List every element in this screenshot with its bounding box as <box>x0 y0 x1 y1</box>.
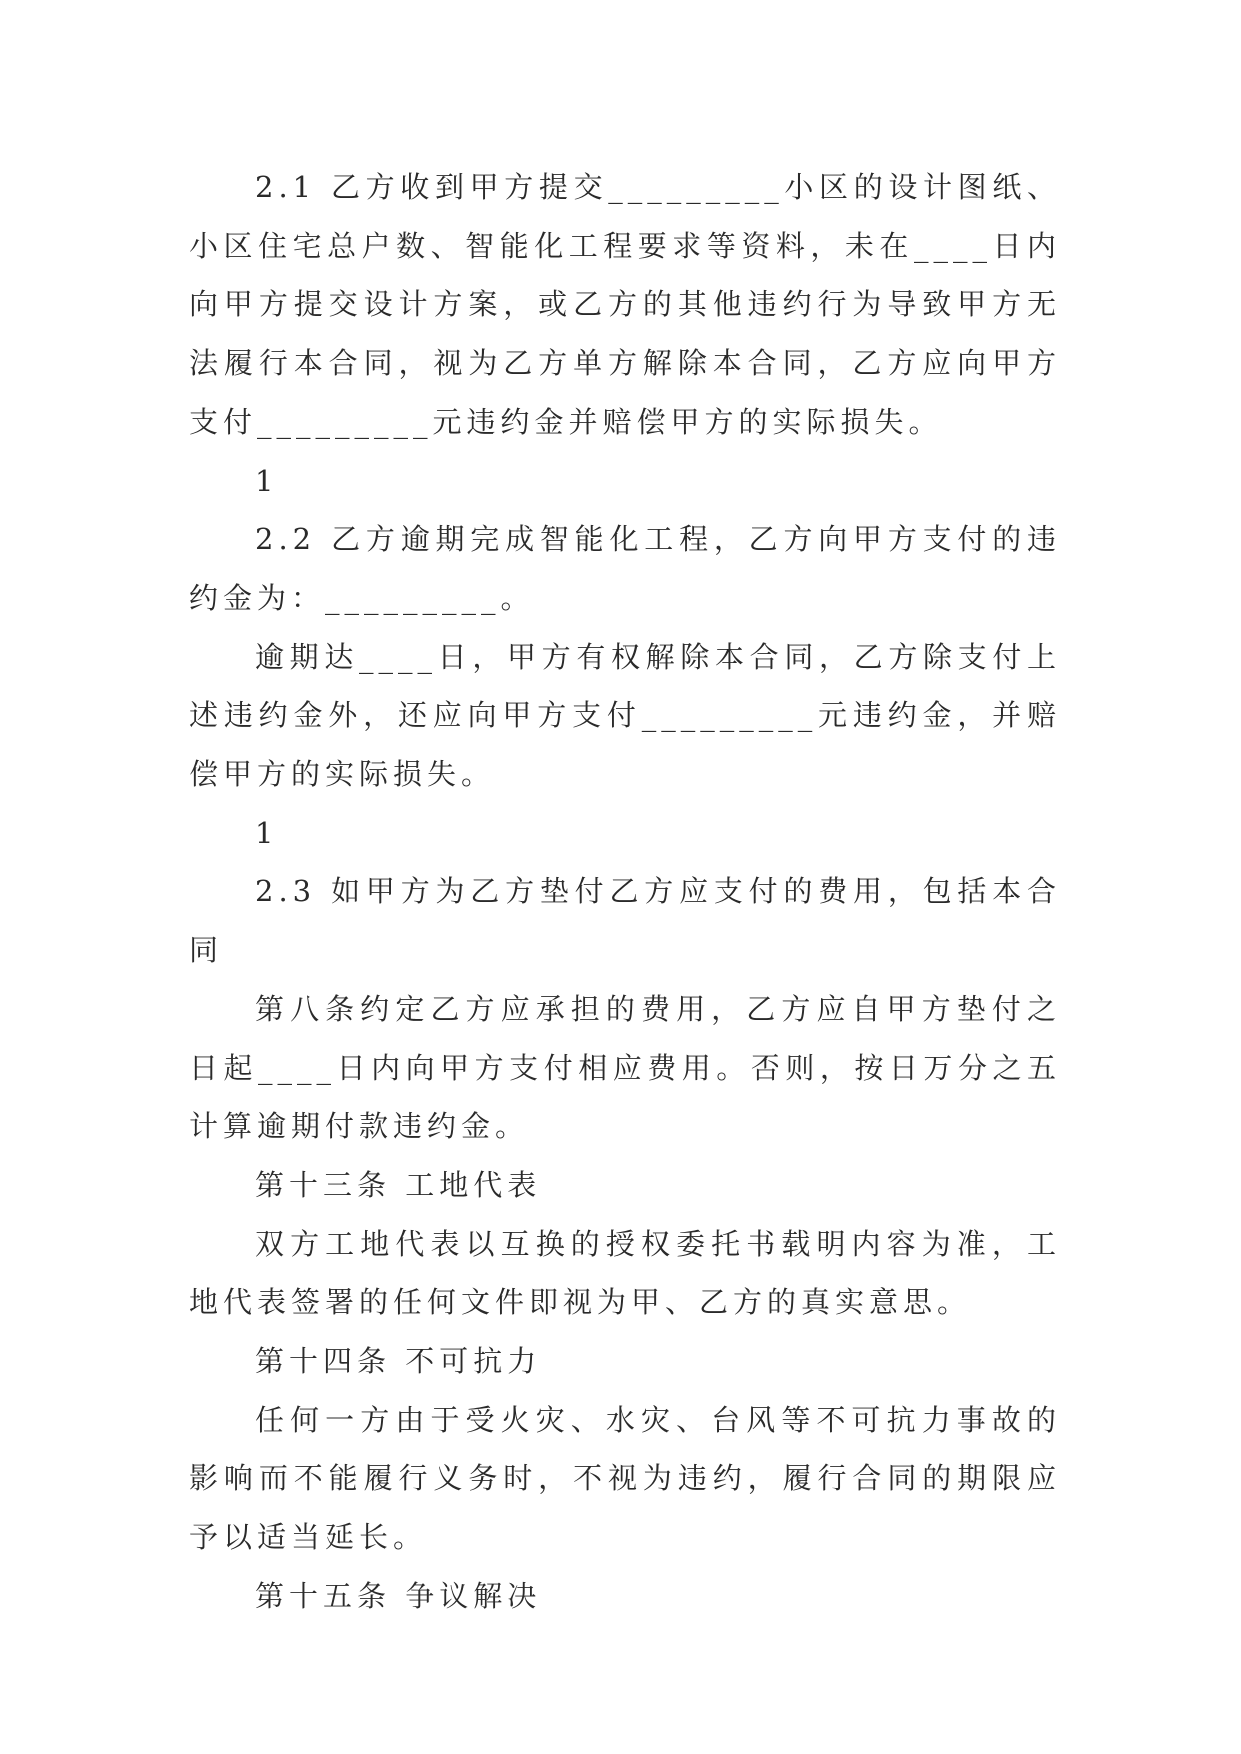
page-number-marker: 1 <box>255 463 279 498</box>
clause-2-1-paragraph: 2.1 乙方收到甲方提交_________小区的设计图纸、小区住宅总户数、智能化工程要求等资料，未在____日内向甲方提交设计方案，或乙方的其他违约行为导致甲方无法履行本合同，视为乙方单方解除本合同，乙方应向甲方支付_________元违约金并赔偿甲方的实际损失。 <box>189 170 1061 439</box>
force-majeure-paragraph: 任何一方由于受火灾、水灾、台风等不可抗力事故的影响而不能履行义务时，不视为违约，履行合同的期限应予以适当延长。 <box>189 1402 1061 1555</box>
article-15-heading: 第十五条 争议解决 <box>255 1578 542 1613</box>
site-representative-paragraph: 双方工地代表以互换的授权委托书载明内容为准，工地代表签署的任何文件即视为甲、乙方的真实意思。 <box>189 1226 1061 1320</box>
advance-payment-paragraph: 第八条约定乙方应承担的费用，乙方应自甲方垫付之日起____日内向甲方支付相应费用。否则，按日万分之五计算逾期付款违约金。 <box>189 991 1061 1144</box>
document-body <box>189 158 1061 1626</box>
overdue-termination-paragraph: 逾期达____日，甲方有权解除本合同，乙方除支付上述违约金外，还应向甲方支付_________元违约金，并赔偿甲方的实际损失。 <box>189 639 1061 792</box>
clause-2-2-paragraph: 2.2 乙方逾期完成智能化工程，乙方向甲方支付的违约金为：_________。 <box>189 522 1061 615</box>
article-13-heading: 第十三条 工地代表 <box>255 1167 542 1202</box>
article-14-heading: 第十四条 不可抗力 <box>255 1344 542 1379</box>
page-number-marker: 1 <box>255 815 279 850</box>
clause-2-3-paragraph: 2.3 如甲方为乙方垫付乙方应支付的费用，包括本合同 <box>189 874 1061 968</box>
